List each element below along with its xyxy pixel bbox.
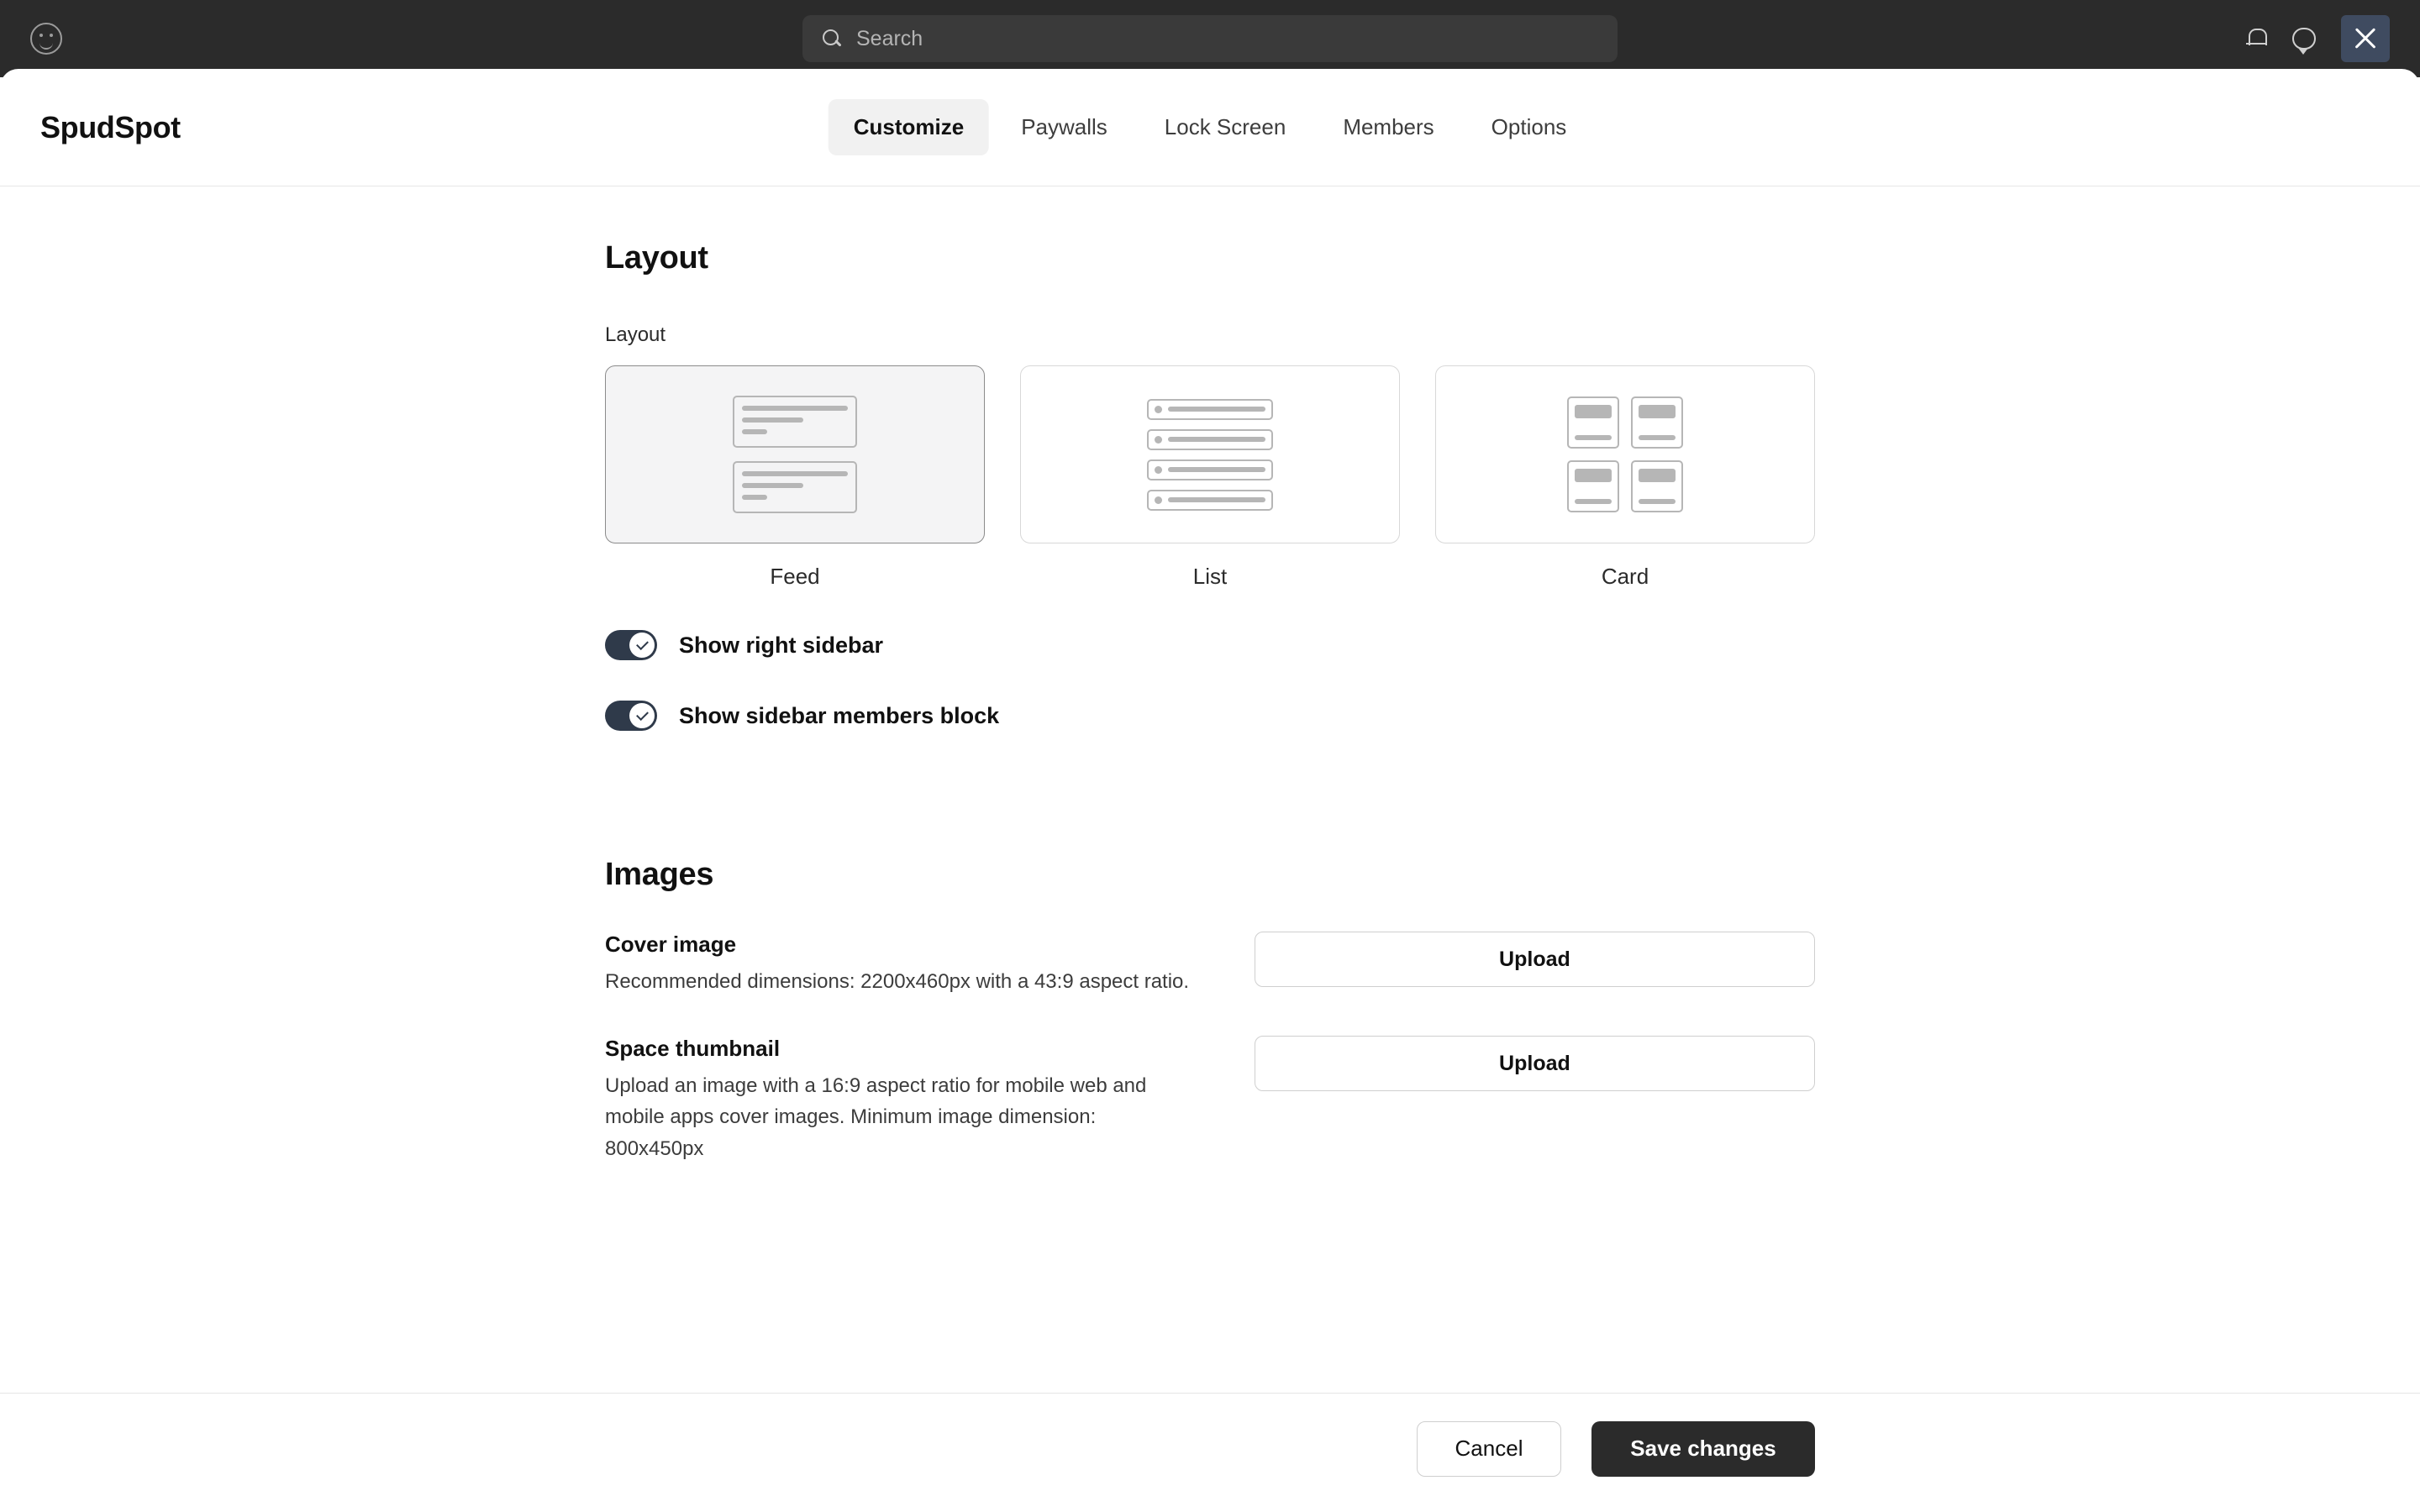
layout-field-label: Layout [605,323,666,346]
layout-card-list[interactable] [1020,365,1400,543]
images-section-heading: Images [605,857,714,892]
layout-option-list[interactable] [1020,365,1400,590]
cover-image-description: Recommended dimensions: 2200x460px with a 43:9 aspect ratio. [605,970,1190,993]
page-title: SpudSpot [40,109,181,144]
layout-card-feed[interactable] [605,365,985,543]
cover-image-texts [605,932,1223,997]
cancel-button[interactable]: Cancel [1417,1421,1561,1477]
avatar-face-icon[interactable] [30,23,62,55]
settings-content [605,186,1815,1164]
layout-option-feed[interactable] [605,365,985,590]
toggle-show-right-sidebar[interactable] [605,630,657,660]
space-thumbnail-texts [605,1036,1223,1164]
toggle-show-sidebar-members-block[interactable] [605,701,657,731]
space-thumbnail-upload-button[interactable]: Upload [1255,1036,1815,1091]
toggle-row-members-block [605,701,1815,731]
cover-image-upload-button[interactable]: Upload [1255,932,1815,987]
tab-lock-screen[interactable]: Lock Screen [1164,114,1286,139]
layout-caption-list: List [1192,564,1228,589]
tab-options[interactable]: Options [1491,114,1567,139]
layout-option-card[interactable] [1435,365,1815,590]
space-thumbnail-description: Upload an image with a 16:9 aspect ratio for mobile web and mobile apps cover images. Minimum image dimension: 800x450px [605,1074,1147,1160]
top-bar-left [30,23,62,55]
settings-modal [0,69,2420,1504]
close-icon[interactable] [2341,15,2390,62]
save-changes-button[interactable]: Save changes [1591,1421,1815,1477]
toggle-knob [629,703,655,728]
layout-caption-card: Card [1601,564,1649,589]
search-input[interactable] [802,15,1618,62]
list-preview-icon [1147,399,1273,511]
modal-body [0,186,2420,1393]
image-row-space-thumbnail [605,1036,1815,1164]
search-placeholder: Search [856,26,923,50]
modal-header [0,69,2420,186]
chat-icon[interactable] [2292,28,2316,50]
tab-paywalls[interactable]: Paywalls [1021,114,1107,139]
tab-bar [829,99,1592,155]
layout-caption-feed: Feed [770,564,820,589]
layout-option-group [605,365,1815,590]
space-thumbnail-title: Space thumbnail [605,1036,781,1062]
tab-customize[interactable]: Customize [829,99,989,155]
top-bar [0,0,2420,77]
toggle-label-show-sidebar-members-block: Show sidebar members block [679,702,1000,728]
toggle-row-right-sidebar [605,630,1815,660]
toggle-knob [629,633,655,658]
cover-image-title: Cover image [605,932,737,957]
card-preview-icon [1567,396,1683,512]
top-bar-right [2245,15,2390,62]
feed-preview-icon [733,396,857,513]
tab-members[interactable]: Members [1343,114,1434,139]
modal-footer [0,1393,2420,1504]
layout-section-heading: Layout [605,240,708,276]
toggle-label-show-right-sidebar: Show right sidebar [679,632,884,658]
bell-icon[interactable] [2245,27,2267,50]
image-row-cover-image [605,932,1815,997]
layout-card-card[interactable] [1435,365,1815,543]
images-section [605,857,1815,1164]
search-icon [821,28,843,50]
